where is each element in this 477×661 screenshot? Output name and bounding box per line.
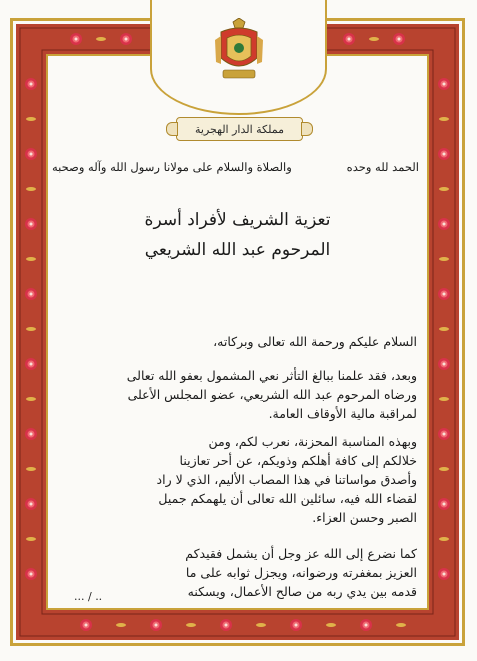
header-salutation: والصلاة والسلام على مولانا رسول الله وآله وصحبه	[52, 160, 292, 174]
letterhead-banner: مملكة الدار الهجرية	[176, 117, 303, 141]
text-line: قدمه بين يدي ربه من صالح الأعمال، ويسكنه	[187, 584, 417, 599]
letter-title-line-1: تعزية الشريف لأفراد أسرة	[144, 210, 331, 230]
header-basmala: الحمد لله وحده	[346, 160, 419, 174]
text-line: وبعد، فقد علمنا ببالغ التأثر نعي المشمول بعفو الله تعالى	[126, 368, 417, 383]
text-line: كما نضرع إلى الله عز وجل أن يشمل فقيدكم	[185, 546, 417, 561]
letter-title-line-2: المرحوم عبد الله الشريعي	[144, 240, 331, 260]
date-mark: ... / ..	[74, 590, 103, 603]
text-line: الصبر وحسن العزاء.	[312, 510, 417, 525]
paragraph-1	[57, 366, 417, 423]
text-line: وبهذه المناسبة المحزنة، نعرب لكم، ومن	[208, 434, 417, 449]
text-line: وأصدق مواساتنا في هذا المصاب الأليم، الذي لا راد	[156, 472, 417, 487]
text-line: خلالكم إلى كافة أهلكم وذويكم، عن أحر تعازينا	[179, 453, 417, 468]
paragraph-3	[57, 544, 417, 601]
text-line: العزيز بمغفرته ورضوانه، ويجزل ثوابه على ما	[185, 565, 417, 580]
letter-body	[48, 56, 427, 608]
greeting-line: السلام عليكم ورحمة الله تعالى وبركاته،	[213, 334, 417, 349]
text-line: ورضاه المرحوم عبد الله الشريعي، عضو المجلس الأعلى	[127, 387, 417, 402]
text-line: لمراقبة مالية الأوقاف العامة.	[268, 406, 417, 421]
paragraph-2	[57, 432, 417, 527]
text-line: لقضاء الله فيه، سائلين الله تعالى أن يلهمكم جميل	[158, 491, 417, 506]
